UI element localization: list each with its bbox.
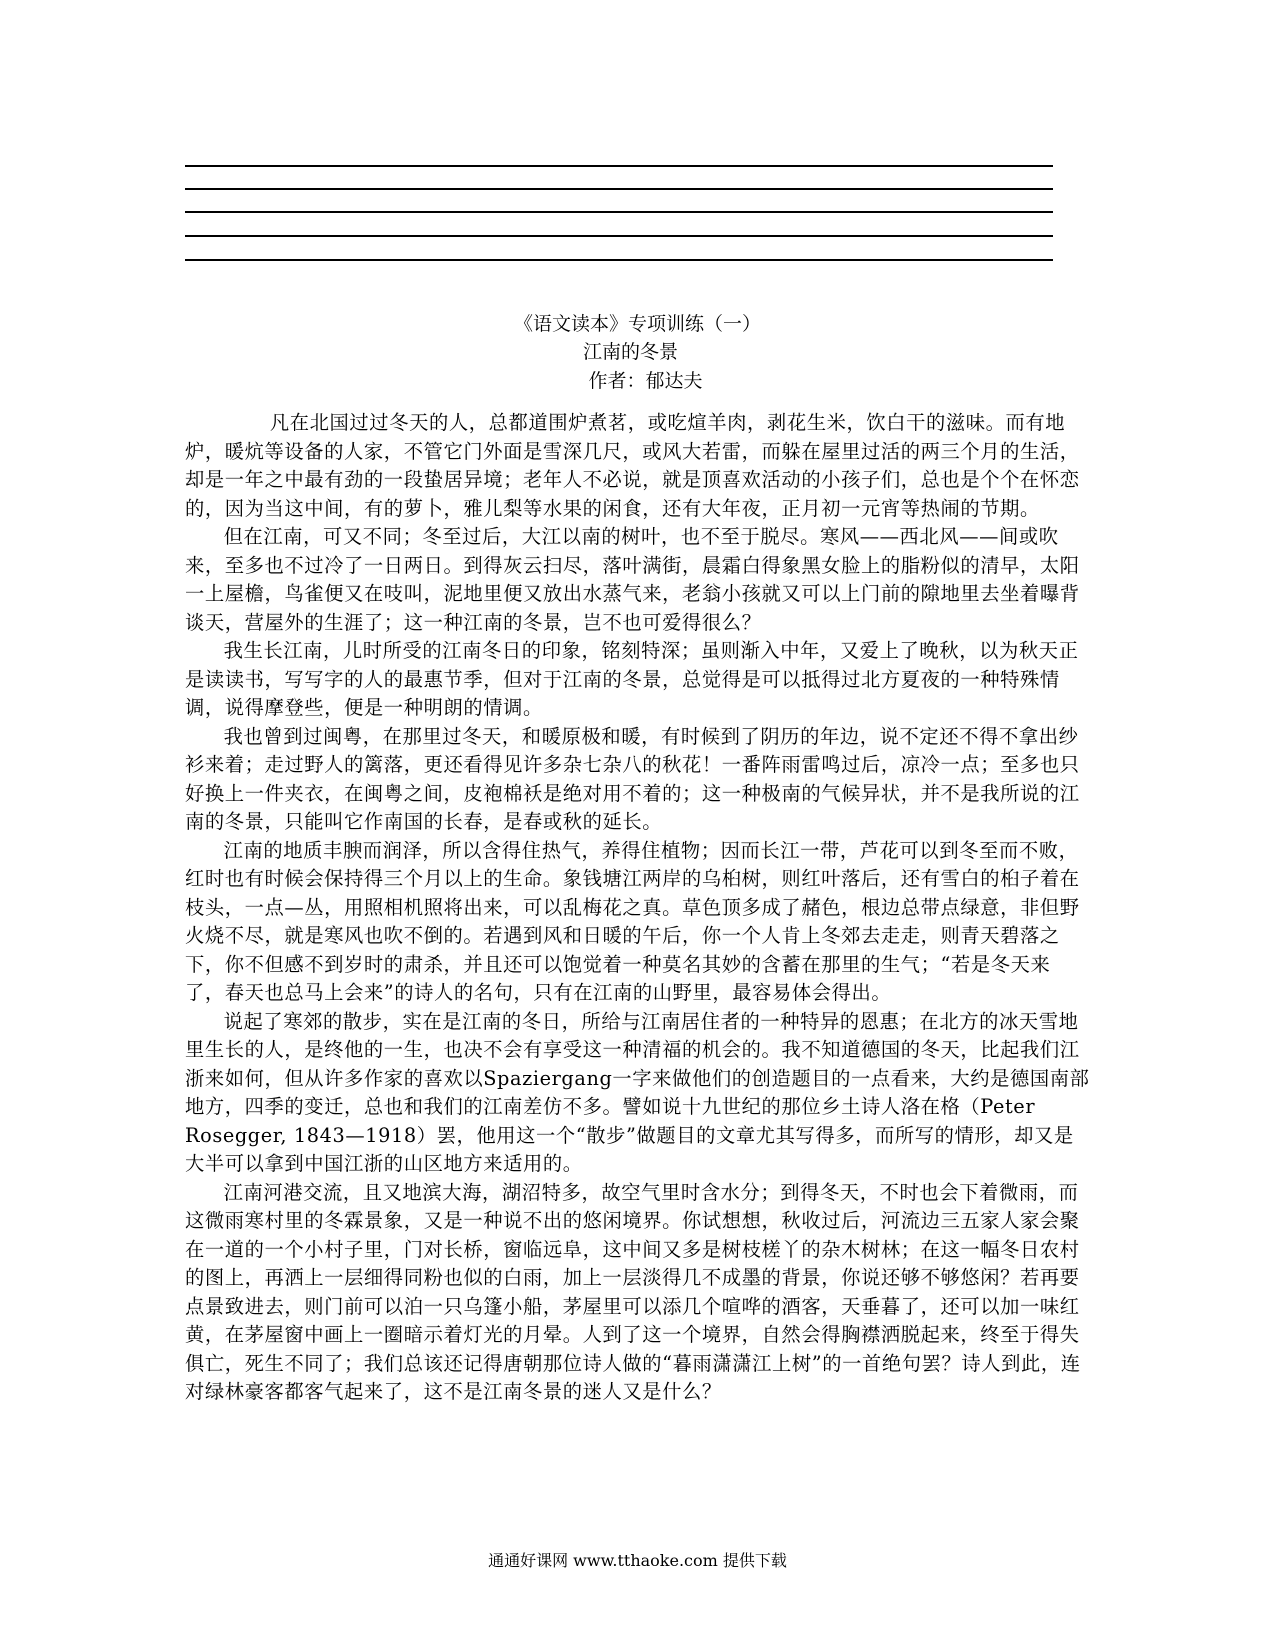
essay-body xyxy=(185,409,1090,1407)
essay-title: 江南的冬景 xyxy=(582,341,678,363)
paragraph: 但在江南，可又不同；冬至过后，大江以南的树叶，也不至于脱尽。寒风——西北风——间或吹来，至多也不过冷了一日两日。到得灰云扫尽，落叶满街，晨霜白得象黑女脸上的脂粉似的清早，太阳一上屋檐，鸟雀便又在吱叫，泥地里便又放出水蒸气来，老翁小孩就又可以上门前的隙地里去坐着曝背谈天，营屋外的生涯了；这一种江南的冬景，岂不也可爱得很么？ xyxy=(185,525,1080,634)
paragraph: 说起了寒郊的散步，实在是江南的冬日，所给与江南居住者的一种特异的恩惠；在北方的冰天雪地里生长的人，是终他的一生，也决不会有享受这一种清福的机会的。我不知道德国的冬天，比起我们江浙来如何，但从许多作家的喜欢以Spaziergang一字来做他们的创造题目的一点看来，大约是德国南部地方，四季的变迁，总也和我们的江南差仿不多。譬如说十九世纪的那位乡土诗人洛在格（Peter Rosegger, 1843—1918）罢，他用这一个“散步”做题目的文章尤其写得多，而所写的情形，却又是大半可以拿到中国江浙的山区地方来适用的。 xyxy=(185,1009,1090,1175)
paragraph: 我也曾到过闽粤，在那里过冬天，和暖原极和暖，有时候到了阴历的年边，说不定还不得不拿出纱衫来着；走过野人的篱落，更还看得见许多杂七杂八的秋花！一番阵雨雷鸣过后，凉冷一点；至多也只好换上一件夹衣，在闽粤之间，皮袍棉袄是绝对用不着的；这一种极南的气候异状，并不是我所说的江南的冬景，只能叫它作南国的长春，是春或秋的延长。 xyxy=(185,724,1080,833)
series-title: 《语文读本》专项训练（一） xyxy=(513,313,761,335)
answer-line xyxy=(185,259,1053,261)
footer-credit: 通通好课网 www.tthaoke.com 提供下载 xyxy=(488,1551,787,1570)
paragraph: 江南的地质丰腴而润泽，所以含得住热气，养得住植物；因而长江一带，芦花可以到冬至而不败，红时也有时候会保持得三个月以上的生命。象钱塘江两岸的乌桕树，则红叶落后，还有雪白的桕子着在枝头，一点—丛，用照相机照将出来，可以乱梅花之真。草色顶多成了赭色，根边总带点绿意，非但野火烧不尽，就是寒风也吹不倒的。若遇到风和日暖的午后，你一个人肯上冬郊去走走，则青天碧落之下，你不但感不到岁时的肃杀，并且还可以饱觉着一种莫名其妙的含蓄在那里的生气；“若是冬天来了，春天也总马上会来”的诗人的名句，只有在江南的山野里，最容易体会得出。 xyxy=(185,838,1080,1004)
answer-line xyxy=(185,211,1053,213)
paragraph: 我生长江南，儿时所受的江南冬日的印象，铭刻特深；虽则渐入中年，又爱上了晚秋，以为秋天正是读读书，写写字的人的最惠节季，但对于江南的冬景，总觉得是可以抵得过北方夏夜的一种特殊情调，说得摩登些，便是一种明朗的情调。 xyxy=(185,639,1079,719)
answer-line xyxy=(185,165,1053,167)
author-line: 作者：郁达夫 xyxy=(588,370,703,392)
paragraph: 江南河港交流，且又地滨大海，湖沼特多，故空气里时含水分；到得冬天，不时也会下着微雨，而这微雨寒村里的冬霖景象，又是一种说不出的悠闲境界。你试想想，秋收过后，河流边三五家人家会聚在一道的一个小村子里，门对长桥，窗临远阜，这中间又多是树枝槎丫的杂木树林；在这一幅冬日农村的图上，再洒上一层细得同粉也似的白雨，加上一层淡得几不成墨的背景，你说还够不够悠闲？若再要点景致进去，则门前可以泊一只乌篷小船，茅屋里可以添几个喧哗的酒客，天垂暮了，还可以加一味红黄，在茅屋窗中画上一圈暗示着灯光的月晕。人到了这一个境界，自然会得胸襟洒脱起来，终至于得失俱亡，死生不同了；我们总该还记得唐朝那位诗人做的“暮雨潇潇江上树”的一首绝句罢？诗人到此，连对绿林豪客都客气起来了，这不是江南冬景的迷人又是什么？ xyxy=(185,1180,1081,1403)
answer-line xyxy=(185,188,1053,190)
answer-line xyxy=(185,235,1053,237)
paragraph: 凡在北国过过冬天的人，总都道围炉煮茗，或吃煊羊肉，剥花生米，饮白干的滋味。而有地炉，暖炕等设备的人家，不管它门外面是雪深几尺，或风大若雷，而躲在屋里过活的两三个月的生活，却是一年之中最有劲的一段蛰居异境；老年人不必说，就是顶喜欢活动的小孩子们，总也是个个在怀恋的，因为当这中间，有的萝卜，雅儿梨等水果的闲食，还有大年夜，正月初一元宵等热闹的节期。 xyxy=(185,411,1080,520)
